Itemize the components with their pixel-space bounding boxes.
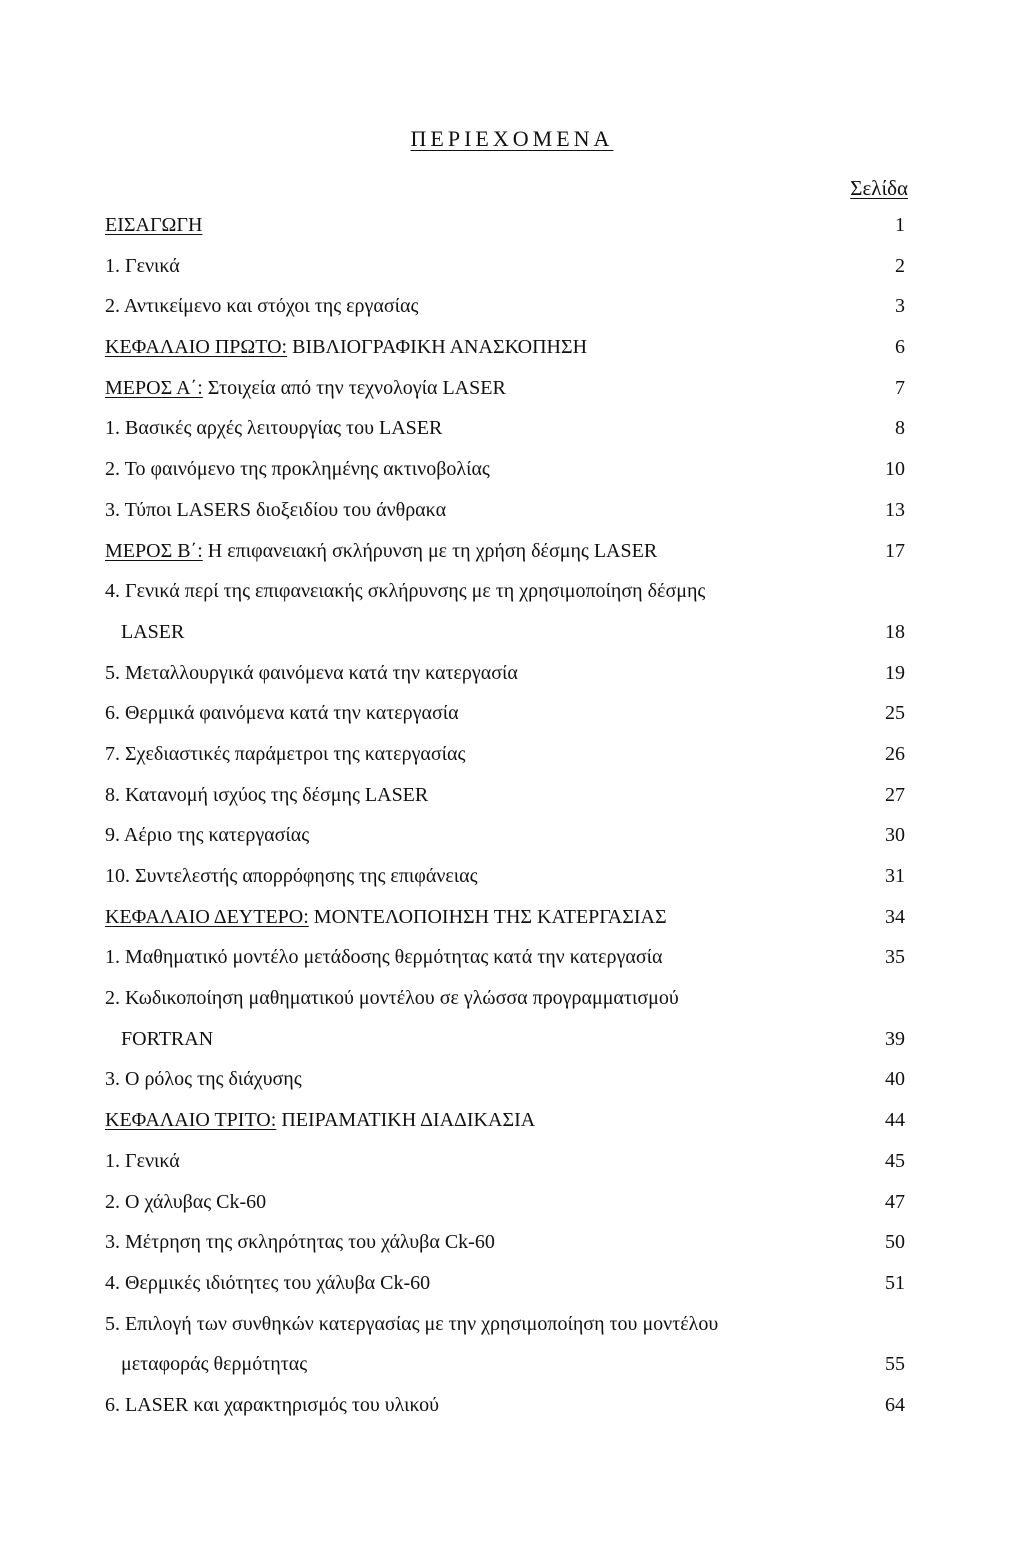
toc-page-number: 64: [885, 1393, 905, 1416]
toc-entry-label: [105, 937, 662, 978]
toc-entry: [105, 571, 905, 612]
toc-page-number: 8: [895, 417, 905, 440]
toc-entry-text: 4. Γενικά περί της επιφανειακής σκλήρυνσης με τη χρησιμοποίηση δέσμης: [105, 580, 706, 603]
toc-entry-label: [105, 612, 184, 653]
toc-entry: [105, 653, 905, 694]
toc-page-number: 55: [885, 1353, 905, 1376]
toc-entry: [105, 978, 905, 1019]
toc-page-number: 40: [885, 1068, 905, 1091]
toc-entry: [105, 286, 905, 327]
toc-entry-label: [105, 571, 705, 612]
toc-entry-text: 5. Επιλογή των συνθηκών κατεργασίας με την χρησιμοποίηση του μοντέλου: [105, 1312, 719, 1335]
toc-section-prefix: ΚΕΦΑΛΑΙΟ ΔΕΥΤΕΡΟ:: [105, 905, 309, 928]
toc-entry-text: 10. Συντελεστής απορρόφησης της επιφάνειας: [105, 865, 478, 887]
toc-page-number: 35: [885, 946, 905, 969]
toc-page-number: 6: [895, 336, 905, 359]
toc-entry-text: 3. Ο ρόλος της διάχυσης: [105, 1068, 302, 1091]
toc-entry-label: [105, 449, 490, 490]
toc-entry-text: 1. Μαθηματικό μοντέλο μετάδοσης θερμότητας κατά την κατεργασία: [105, 946, 663, 969]
toc-entry-label: [105, 734, 465, 775]
toc-page-number: 30: [885, 824, 905, 847]
toc-entry: [105, 856, 905, 897]
toc-entry-text: 1. Βασικές αρχές λειτουργίας του LASER: [105, 417, 443, 440]
toc-entry-text: 3. Τύποι LASERS διοξειδίου του άνθρακα: [105, 498, 447, 521]
toc-section-prefix: ΜΕΡΟΣ Α΄:: [105, 376, 203, 399]
toc-page-number: 44: [885, 1109, 905, 1132]
toc-page-number: 39: [885, 1027, 905, 1050]
toc-page-number: 26: [885, 742, 905, 765]
toc-page-number: 1: [895, 214, 905, 236]
toc-entry: [105, 205, 905, 246]
toc-entry: [105, 1263, 905, 1304]
toc-page-number: 18: [885, 620, 905, 643]
toc-entry: [105, 531, 905, 572]
toc-entry: [105, 1385, 905, 1426]
toc-entry-label: [105, 286, 418, 327]
toc-entry-text: μεταφοράς θερμότητας: [121, 1353, 308, 1376]
toc-entry: [105, 937, 905, 978]
toc-page-number: 45: [885, 1149, 905, 1172]
toc-entry-label: [105, 205, 202, 246]
toc-entry-label: [105, 1019, 213, 1060]
toc-entry-text: 1. Γενικά: [105, 254, 180, 277]
toc-entry: [105, 1182, 905, 1223]
toc-entry-label: [105, 408, 442, 449]
toc-page-number: 13: [885, 498, 905, 521]
toc-entry-label: [105, 653, 518, 694]
toc-entry-label: [105, 897, 667, 938]
toc-entry-label: [105, 775, 428, 816]
toc-entry-text: 2. Κωδικοποίηση μαθηματικού μοντέλου σε γλώσσα προγραμματισμού: [105, 987, 679, 1010]
toc-page-number: 2: [895, 254, 905, 277]
toc-entry: [105, 693, 905, 734]
toc-entry: [105, 612, 905, 653]
toc-entry: [105, 327, 905, 368]
toc-entry-label: [105, 856, 478, 897]
toc-page-number: 31: [885, 865, 905, 887]
toc-entry: [105, 1059, 905, 1100]
toc-entry: [105, 775, 905, 816]
toc-entry-label: [105, 1100, 535, 1141]
toc-entry-text: 2. Αντικείμενο και στόχοι της εργασίας: [105, 295, 419, 318]
page-title: ΠΕΡΙΕΧΟΜΕΝΑ: [410, 126, 614, 151]
toc-entry: [105, 1304, 905, 1345]
toc-entry-label: [105, 368, 506, 409]
toc-entry: [105, 1222, 905, 1263]
toc-entry-text: FORTRAN: [121, 1027, 214, 1050]
toc-entry-label: [105, 1304, 718, 1345]
toc-entry-text: ΠΕΙΡΑΜΑΤΙΚΗ ΔΙΑΔΙΚΑΣΙΑ: [276, 1109, 536, 1132]
toc-entry-text: 5. Μεταλλουργικά φαινόμενα κατά την κατεργασία: [105, 661, 518, 684]
toc-entry: [105, 490, 905, 531]
toc-entry-label: [105, 1344, 307, 1385]
toc-entry-label: [105, 1222, 495, 1263]
toc-section-prefix: ΕΙΣΑΓΩΓΗ: [105, 214, 203, 236]
toc-page-number: 27: [885, 783, 905, 806]
toc-entry-text: 3. Μέτρηση της σκληρότητας του χάλυβα Ck-60: [105, 1231, 495, 1254]
toc-entry-label: [105, 327, 587, 368]
toc-entry: [105, 246, 905, 287]
toc-entry-text: 7. Σχεδιαστικές παράμετροι της κατεργασίας: [105, 742, 466, 765]
toc-page-number: 7: [895, 376, 905, 399]
toc-entry-text: Στοιχεία από την τεχνολογία LASER: [202, 376, 506, 399]
toc-entry-label: [105, 1385, 439, 1426]
toc-entry-text: 4. Θερμικές ιδιότητες του χάλυβα Ck-60: [105, 1271, 431, 1294]
toc-section-prefix: ΜΕΡΟΣ Β΄:: [105, 539, 203, 562]
toc-entry-label: [105, 1059, 302, 1100]
toc-section-prefix: ΚΕΦΑΛΑΙΟ ΠΡΩΤΟ:: [105, 336, 288, 359]
toc-entry-text: 6. LASER και χαρακτηρισμός του υλικού: [105, 1393, 440, 1416]
toc-entry-label: [105, 693, 459, 734]
toc-page-number: 47: [885, 1190, 905, 1213]
toc-entry-text: 8. Κατανομή ισχύος της δέσμης LASER: [105, 783, 429, 806]
toc-entry: [105, 734, 905, 775]
toc-entry: [105, 1019, 905, 1060]
toc-entry-text: 2. Το φαινόμενο της προκλημένης ακτινοβολίας: [105, 458, 490, 481]
toc-entry: [105, 449, 905, 490]
toc-entry-label: [105, 490, 446, 531]
toc-page-number: 34: [885, 905, 905, 928]
toc-entry-label: [105, 1141, 180, 1182]
toc-entry: [105, 368, 905, 409]
toc-entry: [105, 408, 905, 449]
toc-entry-label: [105, 1263, 430, 1304]
toc-page-number: 50: [885, 1231, 905, 1254]
toc-entry-text: 2. Ο χάλυβας Ck-60: [105, 1190, 267, 1213]
toc-section-prefix: ΚΕΦΑΛΑΙΟ ΤΡΙΤΟ:: [105, 1109, 277, 1132]
toc-entry: [105, 815, 905, 856]
toc-entry: [105, 897, 905, 938]
toc-entry-text: 9. Αέριο της κατεργασίας: [105, 824, 310, 847]
toc-entry-label: [105, 531, 657, 572]
toc-entry-label: [105, 815, 309, 856]
toc-page-number: 51: [885, 1271, 905, 1294]
toc-entry-label: [105, 978, 679, 1019]
toc-entry-text: ΒΙΒΛΙΟΓΡΑΦΙΚΗ ΑΝΑΣΚΟΠΗΣΗ: [287, 336, 588, 359]
toc-page-number: 17: [885, 539, 905, 562]
toc-entry-text: Η επιφανειακή σκλήρυνση με τη χρήση δέσμης LASER: [202, 539, 658, 562]
toc-entry: [105, 1100, 905, 1141]
toc-entry: [105, 1141, 905, 1182]
toc-entry: [105, 1344, 905, 1385]
page-column-label: Σελίδα: [850, 176, 908, 200]
toc-page-number: 19: [885, 661, 905, 684]
toc-page-number: 3: [895, 295, 905, 318]
toc-page-number: 25: [885, 702, 905, 725]
toc-entry-text: 6. Θερμικά φαινόμενα κατά την κατεργασία: [105, 702, 459, 725]
table-of-contents: [105, 205, 905, 1426]
toc-entry-text: ΜΟΝΤΕΛΟΠΟΙΗΣΗ ΤΗΣ ΚΑΤΕΡΓΑΣΙΑΣ: [308, 905, 667, 928]
toc-entry-label: [105, 1182, 266, 1223]
toc-entry-text: 1. Γενικά: [105, 1149, 180, 1172]
toc-entry-label: [105, 246, 180, 287]
toc-entry-text: LASER: [121, 620, 185, 643]
toc-page-number: 10: [885, 458, 905, 481]
